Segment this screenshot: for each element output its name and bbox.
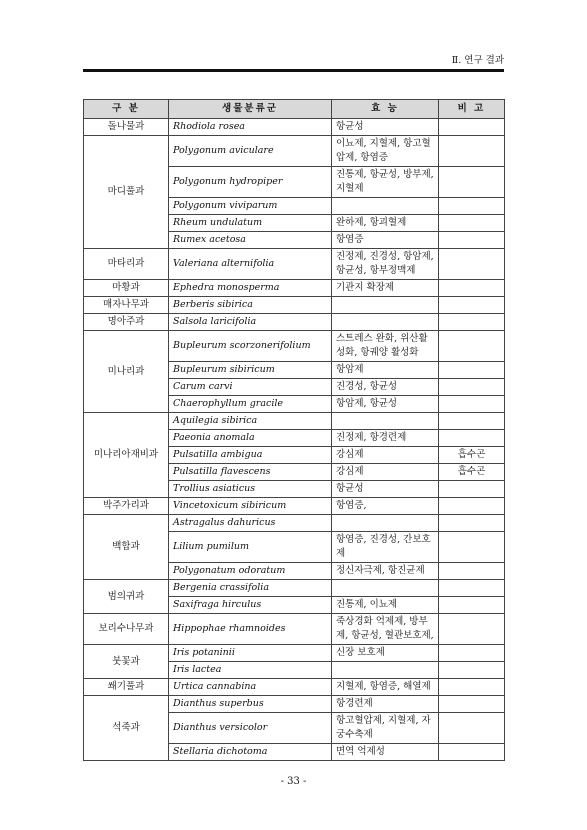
table-row	[84, 297, 505, 314]
table-row	[84, 696, 505, 713]
efficacy-cell	[332, 297, 439, 314]
table-row	[84, 679, 505, 696]
remarks-cell	[439, 645, 505, 662]
efficacy-cell: 지혈제, 항염증, 해열제	[332, 679, 439, 696]
family-cell: 명아주과	[84, 314, 169, 331]
table-header-row	[84, 100, 505, 119]
family-cell: 마황과	[84, 280, 169, 297]
col-header-efficacy: 효 능	[332, 100, 439, 119]
remarks-cell	[439, 167, 505, 198]
remarks-cell	[439, 614, 505, 645]
table-row	[84, 515, 505, 532]
efficacy-cell: 강심제	[332, 464, 439, 481]
species-cell: Urtica cannabina	[169, 679, 332, 696]
species-cell: Valeriana alternifolia	[169, 249, 332, 280]
table-row	[84, 413, 505, 430]
species-cell: Lilium pumilum	[169, 532, 332, 563]
remarks-cell	[439, 481, 505, 498]
species-cell: Dianthus versicolor	[169, 713, 332, 744]
remarks-cell	[439, 597, 505, 614]
species-cell: Aquilegia sibirica	[169, 413, 332, 430]
remarks-cell	[439, 744, 505, 761]
efficacy-cell: 강심제	[332, 447, 439, 464]
family-cell: 범의귀과	[84, 580, 169, 614]
efficacy-cell: 신장 보호제	[332, 645, 439, 662]
species-cell: Iris potaninii	[169, 645, 332, 662]
species-cell: Rhodiola rosea	[169, 119, 332, 136]
remarks-cell	[439, 532, 505, 563]
efficacy-cell: 진정제, 항경련제	[332, 430, 439, 447]
efficacy-cell: 정신자극제, 항진균제	[332, 563, 439, 580]
species-cell: Polygonatum odoratum	[169, 563, 332, 580]
species-cell: Polygonum aviculare	[169, 136, 332, 167]
efficacy-cell: 항경련제	[332, 696, 439, 713]
remarks-cell	[439, 413, 505, 430]
family-cell: 보리수나무과	[84, 614, 169, 645]
remarks-cell	[439, 297, 505, 314]
family-cell: 미나리아재비과	[84, 413, 169, 498]
plant-efficacy-table	[83, 99, 505, 761]
col-header-remarks: 비 고	[439, 100, 505, 119]
efficacy-cell: 항고혈압제, 지혈제, 자궁수축제	[332, 713, 439, 744]
species-cell: Polygonum hydropiper	[169, 167, 332, 198]
remarks-cell	[439, 430, 505, 447]
species-cell: Salsola laricifolia	[169, 314, 332, 331]
family-cell: 마디풀과	[84, 136, 169, 249]
efficacy-cell: 완하제, 항괴혈제	[332, 215, 439, 232]
efficacy-cell	[332, 314, 439, 331]
efficacy-cell: 죽상경화 억제제, 방부제, 항균성, 혈관보호제,	[332, 614, 439, 645]
remarks-cell	[439, 362, 505, 379]
efficacy-cell: 진경성, 항균성	[332, 379, 439, 396]
species-cell: Berberis sibirica	[169, 297, 332, 314]
remarks-cell	[439, 396, 505, 413]
family-cell: 백합과	[84, 515, 169, 580]
running-header	[83, 52, 504, 68]
remarks-cell	[439, 679, 505, 696]
efficacy-cell	[332, 662, 439, 679]
remarks-cell	[439, 136, 505, 167]
family-cell: 쐐기풀과	[84, 679, 169, 696]
remarks-cell	[439, 331, 505, 362]
species-cell: Ephedra monosperma	[169, 280, 332, 297]
remarks-cell	[439, 696, 505, 713]
table-body	[84, 119, 505, 761]
remarks-cell	[439, 515, 505, 532]
table-row	[84, 580, 505, 597]
remarks-cell	[439, 232, 505, 249]
efficacy-cell: 스트레스 완화, 위산활성화, 항궤양 활성화	[332, 331, 439, 362]
remarks-cell	[439, 215, 505, 232]
remarks-cell: 흡수곤	[439, 447, 505, 464]
species-cell: Rumex acetosa	[169, 232, 332, 249]
efficacy-cell	[332, 413, 439, 430]
table-row	[84, 280, 505, 297]
efficacy-cell: 항암제	[332, 362, 439, 379]
efficacy-cell	[332, 515, 439, 532]
species-cell: Vincetoxicum sibiricum	[169, 498, 332, 515]
efficacy-cell: 진정제, 진경성, 항암제, 항균성, 항부정맥제	[332, 249, 439, 280]
species-cell: Trollius asiaticus	[169, 481, 332, 498]
species-cell: Bergenia crassifolia	[169, 580, 332, 597]
remarks-cell	[439, 119, 505, 136]
family-cell: 미나리과	[84, 331, 169, 413]
remarks-cell	[439, 580, 505, 597]
remarks-cell	[439, 379, 505, 396]
remarks-cell	[439, 280, 505, 297]
table-row	[84, 645, 505, 662]
efficacy-cell: 항염증, 진경성, 간보호제	[332, 532, 439, 563]
family-cell: 박주가리과	[84, 498, 169, 515]
efficacy-cell: 항염증,	[332, 498, 439, 515]
species-cell: Stellaria dichotoma	[169, 744, 332, 761]
species-cell: Rheum undulatum	[169, 215, 332, 232]
table-row	[84, 249, 505, 280]
species-cell: Chaerophyllum gracile	[169, 396, 332, 413]
remarks-cell	[439, 249, 505, 280]
table-row	[84, 498, 505, 515]
col-header-taxon: 생물분류군	[169, 100, 332, 119]
remarks-cell	[439, 198, 505, 215]
remarks-cell	[439, 314, 505, 331]
species-cell: Carum carvi	[169, 379, 332, 396]
efficacy-cell: 항염증	[332, 232, 439, 249]
family-cell: 매자나무과	[84, 297, 169, 314]
efficacy-cell: 항균성	[332, 481, 439, 498]
efficacy-cell	[332, 580, 439, 597]
efficacy-cell	[332, 198, 439, 215]
efficacy-cell: 이뇨제, 지혈제, 항고혈압제, 항염증	[332, 136, 439, 167]
species-cell: Pulsatilla flavescens	[169, 464, 332, 481]
species-cell: Bupleurum scorzonerifolium	[169, 331, 332, 362]
species-cell: Hippophae rhamnoides	[169, 614, 332, 645]
efficacy-cell: 항암제, 항균성	[332, 396, 439, 413]
efficacy-cell: 항균성	[332, 119, 439, 136]
family-cell: 마타리과	[84, 249, 169, 280]
efficacy-cell: 면역 억제성	[332, 744, 439, 761]
species-cell: Polygonum viviparum	[169, 198, 332, 215]
remarks-cell: 흡수곤	[439, 464, 505, 481]
table-row	[84, 119, 505, 136]
page-number: - 33 -	[280, 776, 307, 787]
species-cell: Astragalus dahuricus	[169, 515, 332, 532]
col-header-category: 구 분	[84, 100, 169, 119]
species-cell: Dianthus superbus	[169, 696, 332, 713]
efficacy-cell: 진통제, 이뇨제	[332, 597, 439, 614]
family-cell: 석죽과	[84, 696, 169, 761]
table-row	[84, 314, 505, 331]
remarks-cell	[439, 662, 505, 679]
remarks-cell	[439, 563, 505, 580]
table-row	[84, 136, 505, 167]
section-title: Ⅱ. 연구 결과	[451, 55, 504, 66]
family-cell: 돌나물과	[84, 119, 169, 136]
table-row	[84, 614, 505, 645]
species-cell: Pulsatilla ambigua	[169, 447, 332, 464]
efficacy-cell: 진통제, 항균성, 방부제, 지혈제	[332, 167, 439, 198]
remarks-cell	[439, 498, 505, 515]
species-cell: Bupleurum sibiricum	[169, 362, 332, 379]
header-rule	[83, 69, 504, 72]
species-cell: Saxifraga hirculus	[169, 597, 332, 614]
table-row	[84, 331, 505, 362]
species-cell: Iris lactea	[169, 662, 332, 679]
family-cell: 붓꽃과	[84, 645, 169, 679]
efficacy-cell: 기관지 확장제	[332, 280, 439, 297]
remarks-cell	[439, 713, 505, 744]
species-cell: Paeonia anomala	[169, 430, 332, 447]
